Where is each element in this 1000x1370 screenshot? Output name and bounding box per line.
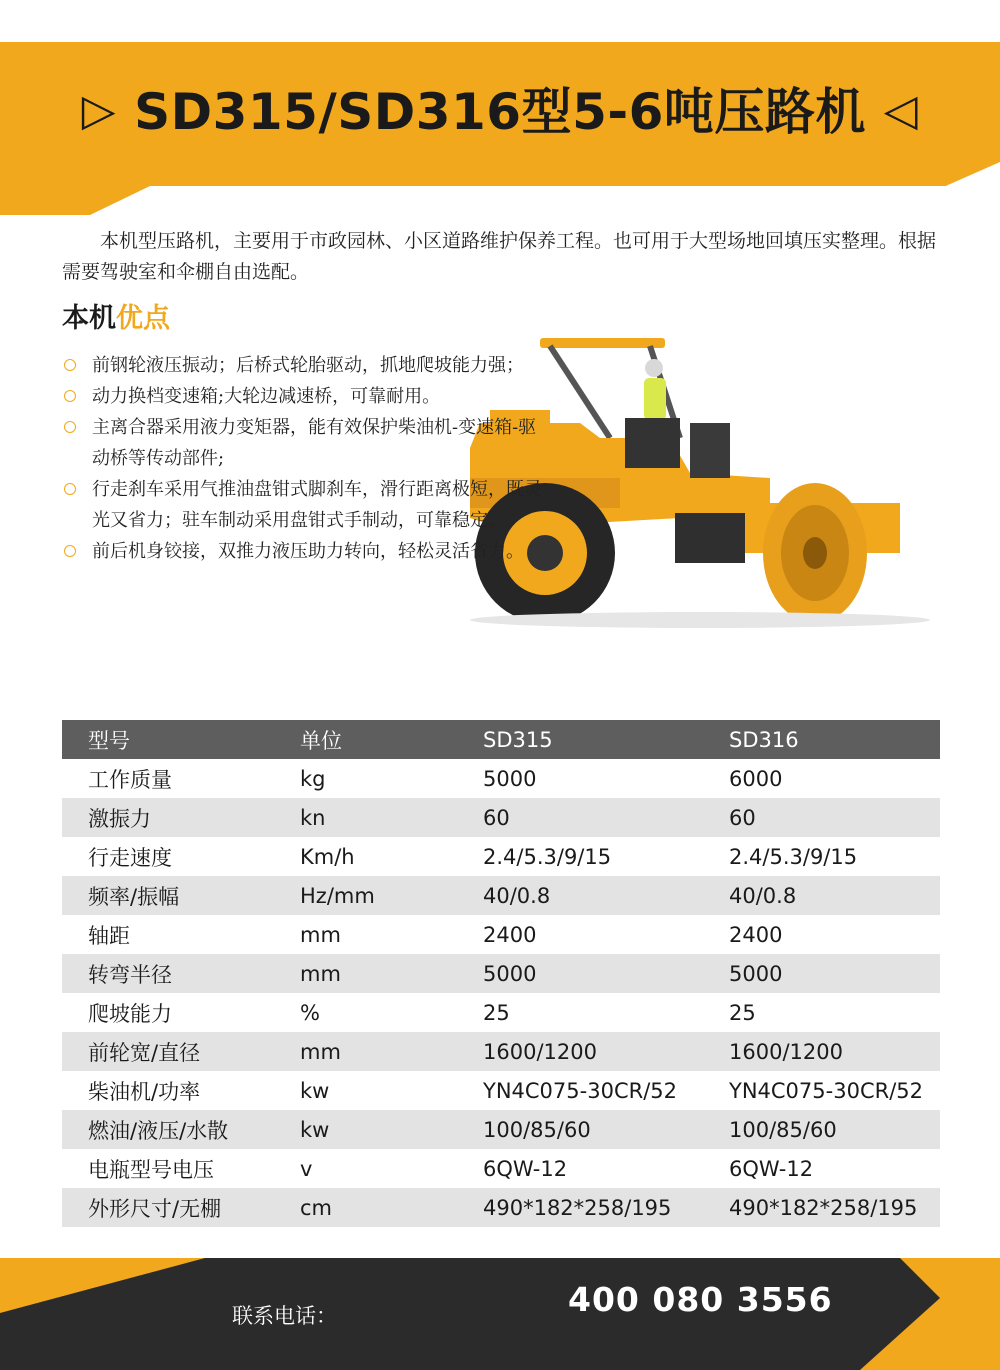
table-cell: kw <box>300 1078 330 1103</box>
table-cell: 60 <box>729 805 756 830</box>
table-cell: kg <box>300 766 326 791</box>
header-cell: 型号 <box>88 728 130 753</box>
table-row <box>62 1110 940 1149</box>
table-cell: 40/0.8 <box>729 883 797 908</box>
table-cell: 6QW-12 <box>483 1156 568 1181</box>
advantage-item: 动力换档变速箱;大轮边减速桥，可靠耐用。 <box>62 381 542 412</box>
table-cell: kn <box>300 805 326 830</box>
circle-bullet-icon <box>64 421 76 433</box>
footer-background <box>0 1258 1000 1370</box>
phone-number[interactable]: 400 080 3556 <box>568 1280 833 1319</box>
advantage-item: 前后机身铰接，双推力液压助力转向，轻松灵活省力。 <box>62 536 542 567</box>
header-cell: SD315 <box>483 727 553 752</box>
table-row <box>62 915 940 954</box>
table-cell: 2.4/5.3/9/15 <box>483 844 612 869</box>
advantages-heading <box>62 296 170 335</box>
header-cell: 单位 <box>300 728 342 753</box>
table-cell: 频率/振幅 <box>88 884 180 909</box>
table-cell: 2400 <box>483 922 537 947</box>
table-cell: 100/85/60 <box>483 1117 591 1142</box>
table-cell: 40/0.8 <box>483 883 551 908</box>
table-cell: % <box>300 1000 320 1025</box>
table-cell: 轴距 <box>88 923 130 948</box>
table-header-row <box>62 720 940 759</box>
table-row <box>62 1032 940 1071</box>
table-cell: 1600/1200 <box>729 1039 843 1064</box>
table-cell: 5000 <box>483 766 537 791</box>
intro-paragraph: 本机型压路机，主要用于市政园林、小区道路维护保养工程。也可用于大型场地回填压实整理。根据需要驾驶室和伞棚自由选配。 <box>62 230 937 283</box>
table-cell: Km/h <box>300 844 355 869</box>
table-cell: 6000 <box>729 766 783 791</box>
table-cell: v <box>300 1156 313 1181</box>
table-cell: 工作质量 <box>88 767 172 792</box>
header-cell: SD316 <box>729 727 799 752</box>
table-cell: 100/85/60 <box>729 1117 837 1142</box>
table-cell: 2.4/5.3/9/15 <box>729 844 858 869</box>
advantages-heading-accent: 优点 <box>116 303 170 334</box>
circle-bullet-icon <box>64 359 76 371</box>
contact-label: 联系电话： <box>232 1304 337 1328</box>
table-row <box>62 954 940 993</box>
page-title <box>0 72 1000 144</box>
advantage-item: 主离合器采用液力变矩器，能有效保护柴油机-变速箱-驱动桥等传动部件; <box>62 412 542 474</box>
table-cell: 转弯半径 <box>88 962 172 987</box>
header-banner <box>0 0 1000 215</box>
table-cell: 激振力 <box>88 806 151 831</box>
table-cell: 行走速度 <box>88 845 172 870</box>
circle-bullet-icon <box>64 390 76 402</box>
table-row <box>62 837 940 876</box>
table-cell: 1600/1200 <box>483 1039 597 1064</box>
circle-bullet-icon <box>64 483 76 495</box>
table-cell: YN4C075-30CR/52 <box>729 1078 923 1103</box>
table-cell: mm <box>300 961 341 986</box>
table-row <box>62 1071 940 1110</box>
table-cell: 前轮宽/直径 <box>88 1040 201 1065</box>
table-cell: kw <box>300 1117 330 1142</box>
table-cell: cm <box>300 1195 333 1220</box>
table-cell: 25 <box>483 1000 510 1025</box>
advantage-item: 前钢轮液压振动；后桥式轮胎驱动，抓地爬坡能力强； <box>62 350 542 381</box>
table-row <box>62 798 940 837</box>
table-cell: 25 <box>729 1000 756 1025</box>
table-cell: 柴油机/功率 <box>88 1079 201 1104</box>
table-cell: 490*182*258/195 <box>729 1195 918 1220</box>
table-cell: Hz/mm <box>300 883 375 908</box>
table-row <box>62 993 940 1032</box>
right-triangle-icon: ◁ <box>883 85 919 136</box>
table-cell: YN4C075-30CR/52 <box>483 1078 677 1103</box>
advantages-heading-main: 本机 <box>62 303 116 334</box>
table-cell: 爬坡能力 <box>88 1001 172 1026</box>
table-cell: mm <box>300 1039 341 1064</box>
table-cell: 5000 <box>483 961 537 986</box>
footer-banner <box>0 1258 1000 1370</box>
table-cell: 5000 <box>729 961 783 986</box>
table-cell: 燃油/液压/水散 <box>88 1118 229 1143</box>
advantage-item: 行走刹车采用气推油盘钳式脚刹车，滑行距离极短，既灵光又省力；驻车制动采用盘钳式手制动，可靠稳定。 <box>62 474 542 536</box>
table-cell: 60 <box>483 805 510 830</box>
advantages-list <box>62 350 542 567</box>
table-cell: 6QW-12 <box>729 1156 814 1181</box>
table-row <box>62 759 940 798</box>
table-row <box>62 1188 940 1227</box>
circle-bullet-icon <box>64 545 76 557</box>
table-row <box>62 1149 940 1188</box>
title-text: SD315/SD316型5-6吨压路机 <box>134 83 866 141</box>
table-cell: 2400 <box>729 922 783 947</box>
table-cell: 电瓶型号电压 <box>88 1157 214 1182</box>
table-cell: mm <box>300 922 341 947</box>
left-triangle-icon: ▷ <box>81 85 117 136</box>
table-cell: 外形尺寸/无棚 <box>88 1196 222 1221</box>
spec-table <box>62 720 940 1227</box>
table-row <box>62 876 940 915</box>
table-cell: 490*182*258/195 <box>483 1195 672 1220</box>
